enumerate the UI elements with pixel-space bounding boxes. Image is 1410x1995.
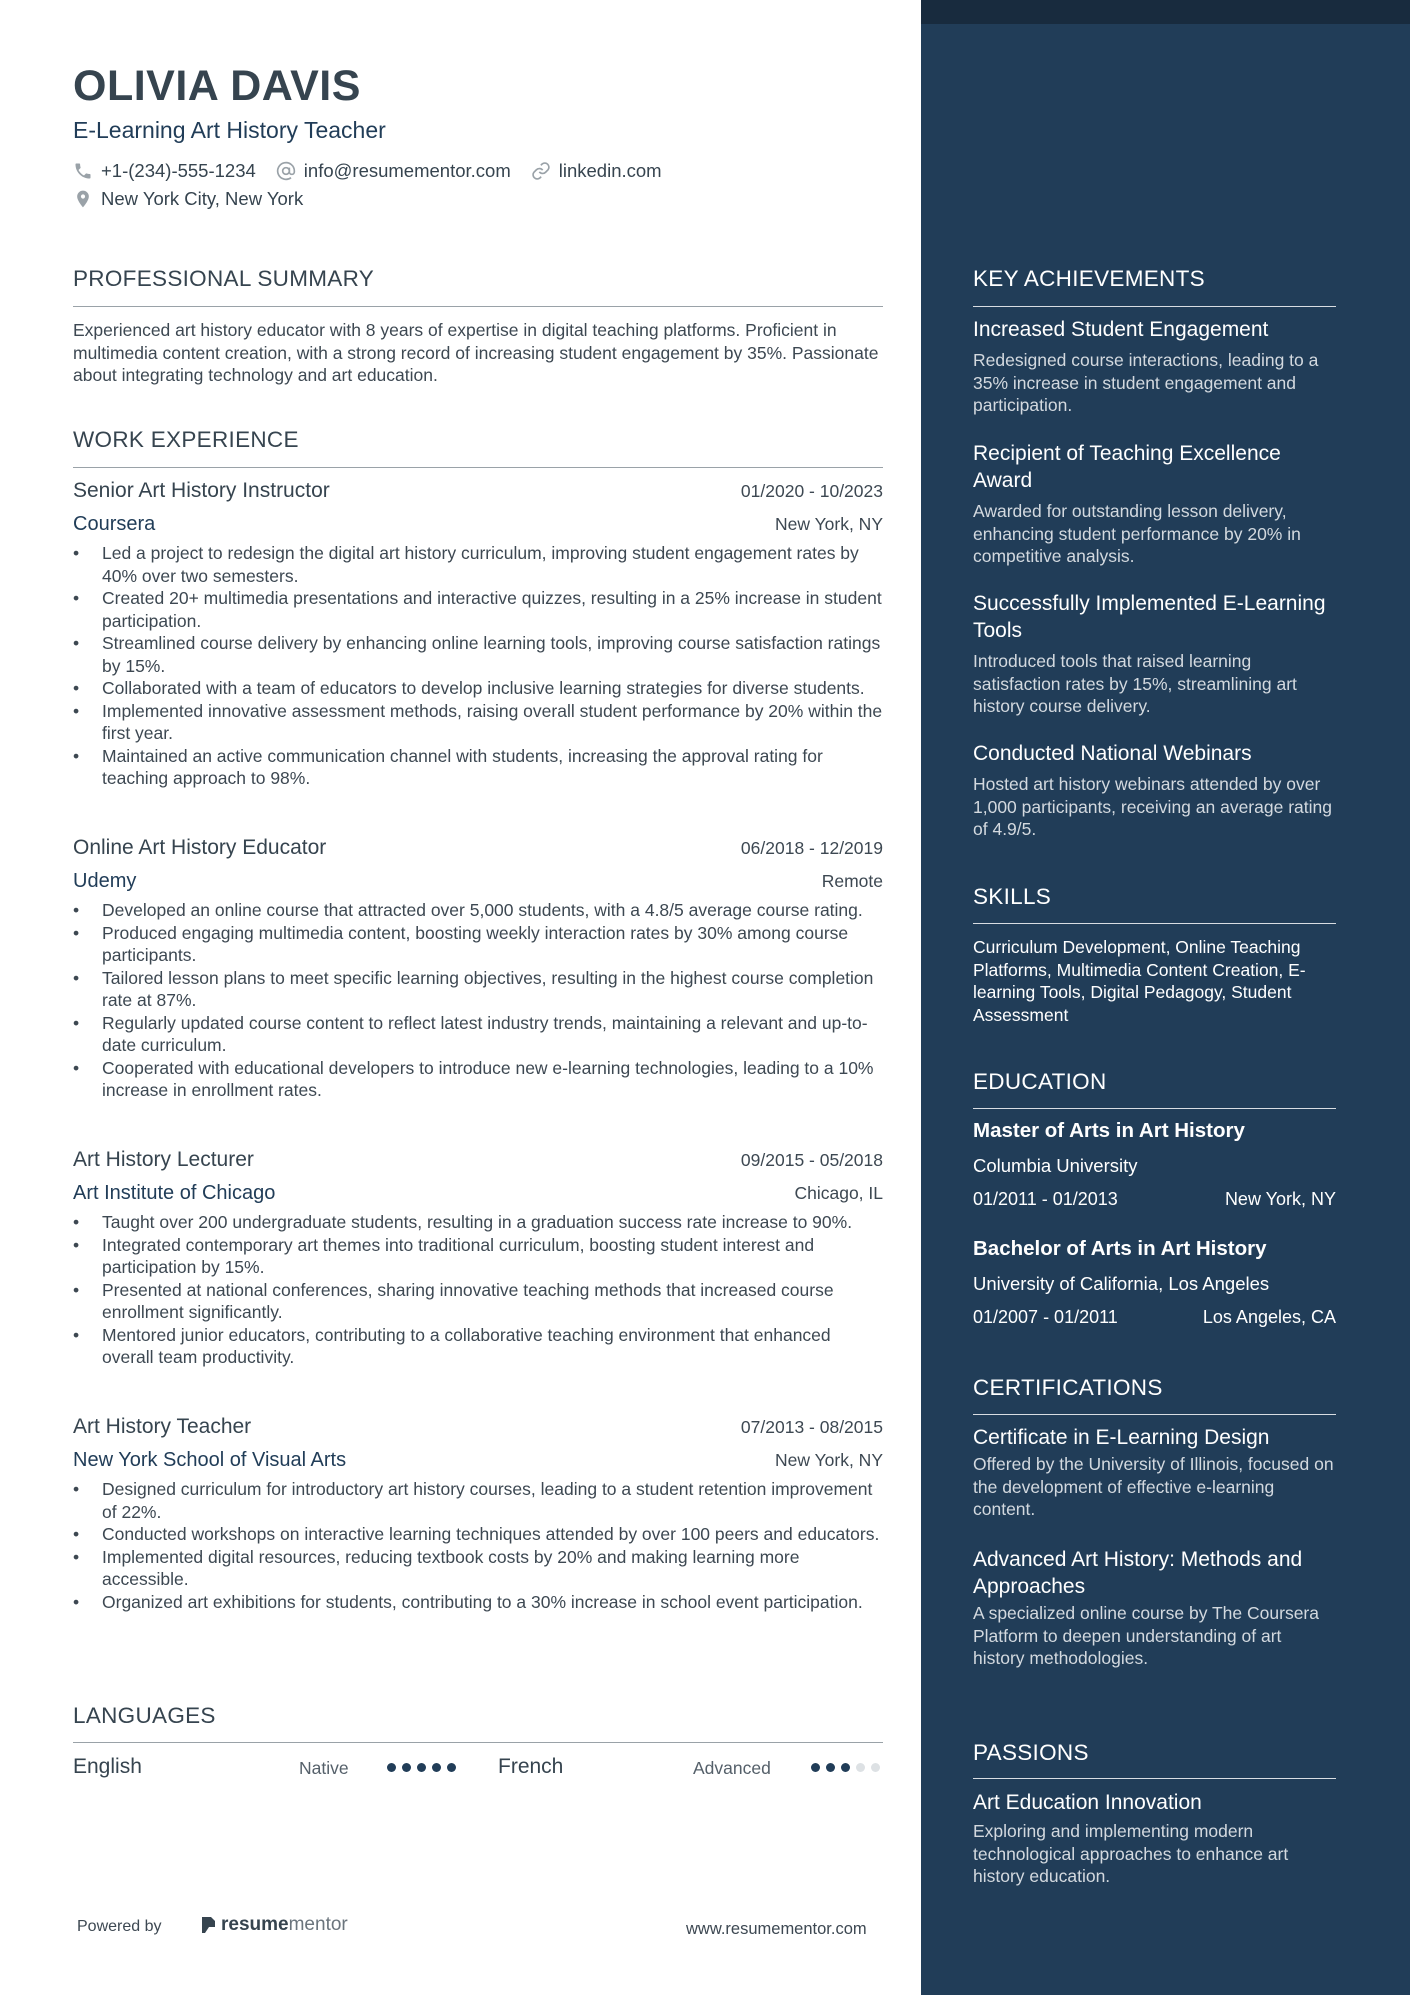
location-pin-icon — [73, 189, 93, 209]
achievement-desc: Hosted art history webinars attended by over 1,000 participants, receiving an average rating of 4.9/5. — [973, 774, 1332, 839]
job-bullet: • Designed curriculum for introductory art history courses, leading to a student retention improvement of 22%. — [73, 1478, 883, 1523]
rating-dot-filled — [432, 1763, 441, 1772]
job-bullet: • Conducted workshops on interactive learning techniques attended by over 100 peers and educators. — [73, 1523, 883, 1546]
location-row — [73, 188, 323, 210]
summary-divider — [73, 306, 883, 307]
job-bullet: • Regularly updated course content to reflect latest industry trends, maintaining a relevant and up-to-date curriculum. — [73, 1012, 883, 1057]
job-bullet: • Developed an online course that attracted over 5,000 students, with a 4.8/5 average course rating. — [73, 899, 883, 922]
job-bullets — [73, 542, 883, 790]
job-bullet: • Led a project to redesign the digital art history curriculum, improving student engagement rates by 40% over two semesters. — [73, 542, 883, 587]
job-entry — [73, 1415, 883, 1613]
certifications-divider — [973, 1414, 1336, 1415]
location-text: New York City, New York — [101, 188, 304, 209]
achievements-divider — [973, 306, 1336, 307]
skills-divider — [973, 923, 1336, 924]
certification-desc: Offered by the University of Illinois, focused on the development of effective e-learning content. — [973, 1454, 1334, 1519]
contact-row — [73, 160, 682, 182]
job-bullet: • Organized art exhibitions for students, contributing to a 30% increase in school event participation. — [73, 1591, 883, 1614]
language-name: English — [73, 1755, 142, 1778]
job-entry-location: Remote — [821, 871, 883, 891]
job-entry-title: Art History Lecturer — [73, 1148, 254, 1171]
languages-heading: LANGUAGES — [73, 1703, 216, 1728]
achievement-item — [973, 440, 1336, 568]
summary-heading: PROFESSIONAL SUMMARY — [73, 266, 375, 291]
job-entry-title: Senior Art History Instructor — [73, 479, 330, 502]
experience-heading: WORK EXPERIENCE — [73, 427, 299, 452]
rating-dot-filled — [402, 1763, 411, 1772]
achievement-title: Increased Student Engagement — [973, 318, 1269, 341]
achievement-item — [973, 316, 1336, 417]
language-level: Native — [299, 1758, 349, 1778]
achievements-heading: KEY ACHIEVEMENTS — [973, 266, 1205, 291]
job-bullet: • Tailored lesson plans to meet specific learning objectives, resulting in the highest course completion rate at 87%. — [73, 967, 883, 1012]
experience-divider — [73, 467, 883, 468]
job-bullet: • Implemented innovative assessment methods, raising overall student performance by 20% within the first year. — [73, 700, 883, 745]
job-entry-location: New York, NY — [775, 1450, 883, 1470]
job-entry-company: Art Institute of Chicago — [73, 1182, 276, 1204]
job-bullet: • Implemented digital resources, reducing textbook costs by 20% and making learning more accessible. — [73, 1546, 883, 1591]
passion-title: Art Education Innovation — [973, 1791, 1202, 1814]
job-bullet: • Presented at national conferences, sharing innovative teaching methods that increased course enrollment significantly. — [73, 1279, 883, 1324]
education-location: Los Angeles, CA — [1202, 1307, 1336, 1327]
resumementor-logo[interactable] — [199, 1914, 348, 1936]
phone-item — [73, 160, 256, 182]
certifications-heading: CERTIFICATIONS — [973, 1375, 1163, 1400]
language-rating — [811, 1763, 886, 1772]
location-item — [73, 188, 303, 210]
candidate-name: OLIVIA DAVIS — [73, 62, 361, 110]
job-entry — [73, 836, 883, 1102]
achievement-desc: Introduced tools that raised learning satisfaction rates by 15%, streamlining art history course delivery. — [973, 651, 1297, 716]
certification-title: Certificate in E-Learning Design — [973, 1426, 1270, 1449]
achievement-item — [973, 590, 1336, 718]
job-entry-company: New York School of Visual Arts — [73, 1449, 347, 1471]
job-entry-title: Art History Teacher — [73, 1415, 252, 1438]
job-entry-location: Chicago, IL — [794, 1183, 883, 1203]
job-bullet: • Maintained an active communication channel with students, increasing the approval rating for teaching approach to 98%. — [73, 745, 883, 790]
language-name: French — [498, 1755, 564, 1778]
job-bullet: • Integrated contemporary art themes into traditional curriculum, boosting student interest and participation by 15%. — [73, 1234, 883, 1279]
email-item[interactable] — [276, 160, 511, 182]
rating-dot-filled — [387, 1763, 396, 1772]
logo-text-light: mentor — [288, 1914, 348, 1935]
job-bullets — [73, 1211, 883, 1369]
resumementor-logo-icon — [199, 1915, 217, 1935]
job-bullet: • Cooperated with educational developers to introduce new e-learning technologies, leading to a 10% increase in enrollment rates. — [73, 1057, 883, 1102]
certification-desc: A specialized online course by The Coursera Platform to deepen understanding of art history methodologies. — [973, 1603, 1319, 1668]
job-title: E-Learning Art History Teacher — [73, 117, 386, 143]
passions-heading: PASSIONS — [973, 1740, 1089, 1765]
job-entry-location: New York, NY — [775, 514, 883, 534]
achievement-desc: Awarded for outstanding lesson delivery, enhancing student performance by 20% in competitive analysis. — [973, 501, 1301, 566]
job-entry-dates: 06/2018 - 12/2019 — [740, 838, 883, 858]
phone-icon — [73, 161, 93, 181]
phone-number: +1-(234)-555-1234 — [101, 160, 256, 181]
education-school: University of California, Los Angeles — [973, 1273, 1270, 1294]
job-entry-dates: 01/2020 - 10/2023 — [740, 481, 883, 501]
education-degree: Master of Arts in Art History — [973, 1119, 1245, 1142]
job-entry-company: Coursera — [73, 513, 156, 535]
rating-dot-empty — [871, 1763, 880, 1772]
education-heading: EDUCATION — [973, 1069, 1107, 1094]
powered-by-label: Powered by — [77, 1918, 162, 1935]
summary-text: Experienced art history educator with 8 years of expertise in digital teaching platforms. Proficient in multimedia content creation, with a strong record of increasing student engagement by 35%. Passionate about integrating technology and art education. — [73, 320, 879, 385]
language-level: Advanced — [693, 1758, 771, 1778]
education-school: Columbia University — [973, 1155, 1138, 1176]
rating-dot-filled — [811, 1763, 820, 1772]
rating-dot-filled — [447, 1763, 456, 1772]
rating-dot-filled — [417, 1763, 426, 1772]
job-bullet: • Taught over 200 undergraduate students, resulting in a graduation success rate increase to 90%. — [73, 1211, 883, 1234]
certification-item — [973, 1546, 1336, 1670]
education-item — [973, 1237, 1336, 1328]
education-degree: Bachelor of Arts in Art History — [973, 1237, 1267, 1260]
achievement-title: Successfully Implemented E-Learning Tools — [973, 592, 1326, 642]
achievement-item — [973, 740, 1336, 841]
skills-text: Curriculum Development, Online Teaching Platforms, Multimedia Content Creation, E-learning Tools, Digital Pedagogy, Student Assessment — [973, 937, 1306, 1025]
email-link[interactable]: info@resumementor.com — [303, 160, 511, 181]
passion-item — [973, 1789, 1336, 1888]
linkedin-item[interactable] — [531, 160, 662, 182]
job-bullet: • Produced engaging multimedia content, boosting weekly interaction rates by 30% among course participants. — [73, 922, 883, 967]
job-bullet: • Collaborated with a team of educators to develop inclusive learning strategies for diverse students. — [73, 677, 883, 700]
rating-dot-filled — [841, 1763, 850, 1772]
job-bullet: • Created 20+ multimedia presentations and interactive quizzes, resulting in a 25% increase in student participation. — [73, 587, 883, 632]
education-item — [973, 1119, 1336, 1210]
job-bullets — [73, 899, 883, 1102]
language-rating — [387, 1763, 462, 1772]
certification-title: Advanced Art History: Methods and Approaches — [973, 1548, 1303, 1598]
achievement-desc: Redesigned course interactions, leading to a 35% increase in student engagement and participation. — [973, 350, 1319, 415]
footer-url[interactable]: www.resumementor.com — [686, 1920, 867, 1938]
job-bullets — [73, 1478, 883, 1613]
job-entry-dates: 09/2015 - 05/2018 — [740, 1150, 883, 1170]
passions-divider — [973, 1778, 1336, 1779]
certification-item — [973, 1424, 1336, 1521]
education-location: New York, NY — [1224, 1189, 1336, 1209]
job-entry-company: Udemy — [73, 870, 137, 892]
job-entry — [73, 1148, 883, 1369]
link-icon — [531, 161, 551, 181]
logo-text-bold: resume — [221, 1914, 289, 1935]
job-bullet: • Mentored junior educators, contributing to a collaborative teaching environment that enhanced overall team productivity. — [73, 1324, 883, 1369]
rating-dot-filled — [826, 1763, 835, 1772]
education-dates: 01/2007 - 01/2011 — [973, 1307, 1118, 1327]
job-bullet: • Streamlined course delivery by enhancing online learning tools, improving course satisfaction ratings by 15%. — [73, 632, 883, 677]
job-entry — [73, 479, 883, 790]
at-sign-icon — [276, 161, 296, 181]
job-entry-title: Online Art History Educator — [73, 836, 327, 859]
achievement-title: Conducted National Webinars — [973, 742, 1252, 765]
sidebar-top-band — [921, 0, 1410, 24]
achievement-title: Recipient of Teaching Excellence Award — [973, 442, 1281, 492]
passion-desc: Exploring and implementing modern technological approaches to enhance art history education. — [973, 1821, 1289, 1886]
skills-heading: SKILLS — [973, 884, 1052, 909]
education-dates: 01/2011 - 01/2013 — [973, 1189, 1118, 1209]
languages-divider — [73, 1742, 883, 1743]
linkedin-link[interactable]: linkedin.com — [558, 160, 662, 181]
education-divider — [973, 1108, 1336, 1109]
rating-dot-empty — [856, 1763, 865, 1772]
job-entry-dates: 07/2013 - 08/2015 — [740, 1417, 883, 1437]
